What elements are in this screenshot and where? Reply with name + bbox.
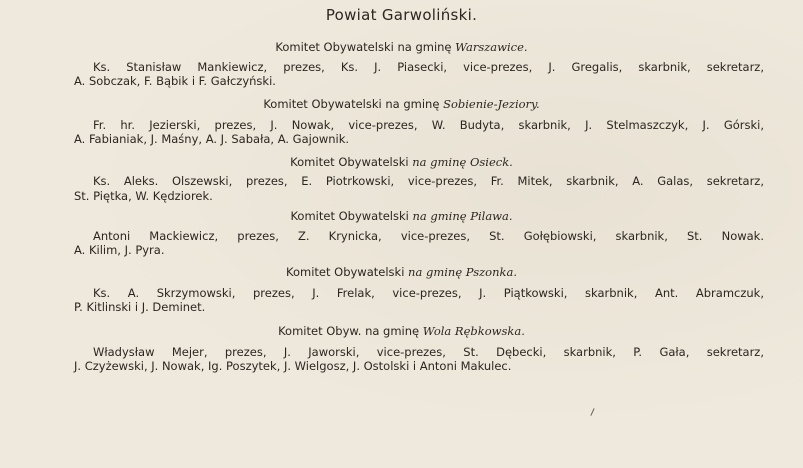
section-text-line: Ks. Stanisław Mankiewicz, prezes, Ks. J. Piasecki, vice-prezes, J. Gregalis, skarbnik, sekretarz, xyxy=(93,60,764,74)
section-heading-warszawice xyxy=(0,40,803,54)
section-text-line: A. Sobczak, F. Bąbik i F. Gałczyński. xyxy=(74,74,276,88)
heading-place: Warszawice. xyxy=(455,40,528,54)
heading-place: Wola Rębkowska. xyxy=(422,324,525,338)
section-heading-wola-rebkowska xyxy=(0,324,803,338)
section-text-line: J. Czyżewski, J. Nowak, Ig. Poszytek, J. Wielgosz, J. Ostolski i Antoni Makulec. xyxy=(74,359,512,373)
section-heading-pilawa xyxy=(0,209,803,223)
heading-place: Sobienie-Jeziory. xyxy=(443,97,540,111)
section-text-line: Ks. Aleks. Olszewski, prezes, E. Piotrkowski, vice-prezes, Fr. Mitek, skarbnik, A. Galas, sekretarz, xyxy=(93,174,764,188)
heading-place: na gminę Pilawa. xyxy=(412,209,513,223)
heading-prefix: Komitet Obywatelski xyxy=(290,209,413,223)
section-text-line: Antoni Mackiewicz, prezes, Z. Krynicka, vice-prezes, St. Gołębiowski, skarbnik, St. Nowak. xyxy=(93,229,764,243)
page-title: Powiat Garwoliński. xyxy=(325,6,478,24)
section-text-line: P. Kitlinski i J. Deminet. xyxy=(74,300,206,314)
section-text-line: A. Fabianiak, J. Maśny, A. J. Sabała, A. Gajownik. xyxy=(74,132,350,146)
section-text-line: St. Piętka, W. Kędziorek. xyxy=(74,189,213,203)
section-text-line: Władysław Mejer, prezes, J. Jaworski, vice-prezes, St. Dębecki, skarbnik, P. Gała, sekretarz, xyxy=(93,345,764,359)
heading-prefix: Komitet Obywatelski na gminę xyxy=(263,97,444,111)
section-text-line: A. Kilim, J. Pyra. xyxy=(74,243,165,257)
heading-prefix: Komitet Obywatelski xyxy=(290,155,413,169)
heading-prefix: Komitet Obywatelski xyxy=(286,265,409,279)
heading-prefix: Komitet Obywatelski na gminę xyxy=(275,40,456,54)
heading-prefix: Komitet Obyw. na gminę xyxy=(278,324,423,338)
heading-place: na gminę Pszonka. xyxy=(408,265,517,279)
ink-mark xyxy=(590,408,594,416)
heading-place: na gminę Osieck. xyxy=(412,155,513,169)
section-heading-sobienie-jeziory xyxy=(0,97,803,111)
section-text-line: Ks. A. Skrzymowski, prezes, J. Frelak, vice-prezes, J. Piątkowski, skarbnik, Ant. Abramczuk, xyxy=(93,286,764,300)
section-text-line: Fr. hr. Jezierski, prezes, J. Nowak, vice-prezes, W. Budyta, skarbnik, J. Stelmaszczyk, J. Górski, xyxy=(93,118,764,132)
section-heading-osieck xyxy=(0,155,803,169)
section-heading-pszonka xyxy=(0,265,803,279)
